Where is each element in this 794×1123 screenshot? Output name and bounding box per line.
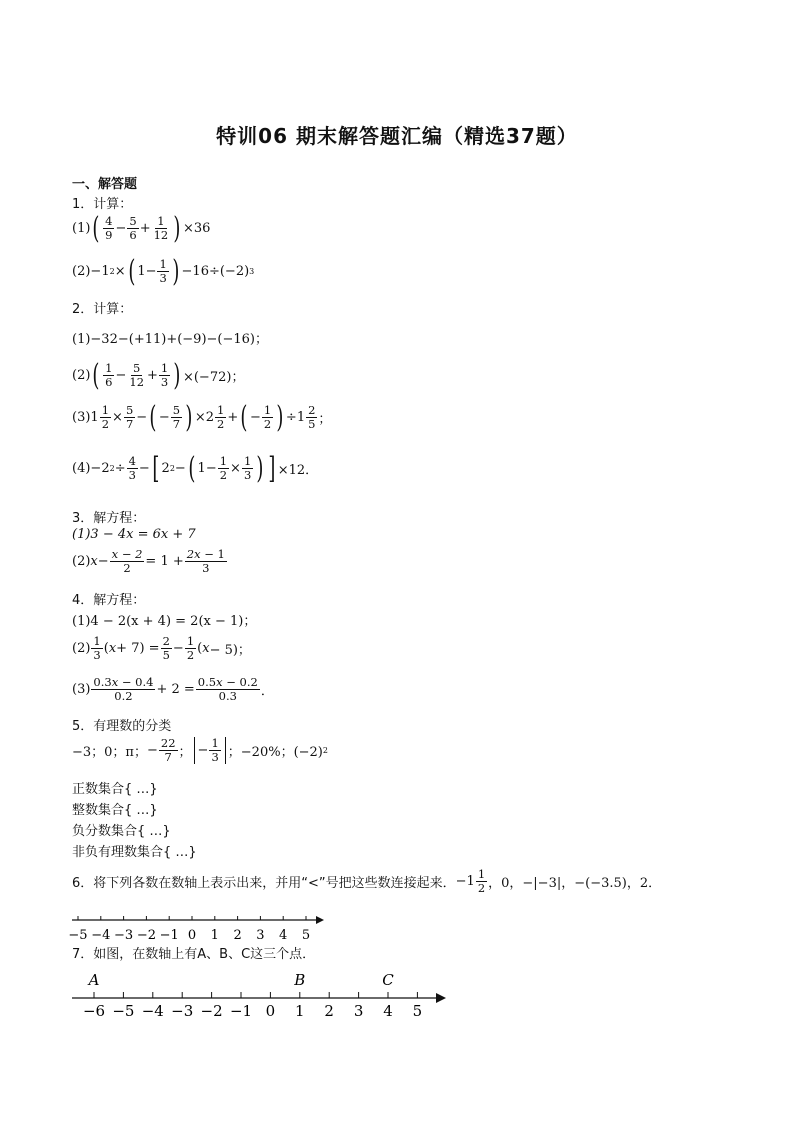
q1-part1: (1) ( $\frac{4}{9}$ − $\frac{5}{6}$ + $\frac{1}{12}$ ) ×36: [72, 210, 211, 246]
q5-numbers: −3；0；π； − $\frac{22}{7}$ ； − $\frac{1}{3}$ ；−20%；(−2) 2: [72, 736, 328, 764]
q2-part4: (4) −2 2 ÷ $\frac{4}{3}$ − [ 2 2 − ( 1− $\frac{1}{2}$ × $\frac{1}{3}$ ) ] ×12．: [72, 450, 319, 486]
nonnegative-set: 非负有理数集合{ …}: [72, 845, 197, 860]
q4-part2: (2) $\frac{1}{3}$ ( x + 7) = $\frac{2}{5}$ − $\frac{1}{2}$ ( x − 5)；: [72, 634, 251, 662]
q6-tick-label: −5: [68, 928, 88, 943]
q2-part3: (3) 1 $\frac{1}{2}$ × $\frac{5}{7}$ − ( − $\frac{5}{7}$ ) ×2 $\frac{1}{2}$ + ( − $\frac{1}{2}$ ) ÷1 $\frac{2}{5}$ ；: [72, 399, 332, 435]
negative-fraction-set: 负分数集合{ …}: [72, 824, 171, 839]
q2-part2: (2) ( $\frac{1}{6}$ − $\frac{5}{12}$ + $\frac{1}{3}$ ) ×(−72)；: [72, 357, 245, 393]
q7-tick-label: −6: [82, 1002, 106, 1020]
integer-set: 整数集合{ …}: [72, 803, 158, 818]
q3-label: 3．解方程：: [72, 511, 146, 526]
q7-tick-label: 5: [412, 1002, 423, 1020]
q7-tick-label: −3: [171, 1002, 194, 1020]
q6-tick-label: −4: [91, 928, 111, 943]
q6-tick-label: 3: [256, 928, 265, 943]
q7-point-C: C: [382, 971, 394, 989]
q7-tick-label: 1: [295, 1002, 305, 1020]
q7-tick-label: −4: [141, 1002, 164, 1020]
q7-tick-label: 3: [353, 1002, 364, 1020]
q1-label: 1．计算：: [72, 197, 133, 212]
q6-tick-label: −1: [159, 928, 179, 943]
q4-part1: (1)4 − 2(x + 4) = 2(x − 1)；: [72, 614, 257, 629]
q7-tick-label: −2: [200, 1002, 223, 1020]
positive-set: 正数集合{ …}: [72, 782, 158, 797]
page-title: 特训06 期末解答题汇编（精选37题）: [216, 124, 578, 148]
q7-text: 7．如图，在数轴上有A、B、C这三个点．: [72, 947, 316, 962]
q7-point-A: A: [88, 971, 100, 989]
q7-tick-label: 2: [324, 1002, 334, 1020]
q5-label: 5．有理数的分类: [72, 719, 172, 734]
q6-tick-label: 2: [233, 928, 242, 943]
q6-number-line: [68, 908, 328, 948]
q6-tick-label: 5: [301, 928, 311, 943]
q1-part2: (2) −1 2 × ( 1− $\frac{1}{3}$ ) −16÷(−2) 3: [72, 253, 255, 289]
q6-tick-label: −2: [136, 928, 156, 943]
q7-tick-label: 4: [383, 1002, 393, 1020]
q7-tick-label: 0: [265, 1002, 276, 1020]
q3-part1: (1)3 − 4x = 6x + 7: [72, 527, 196, 542]
q3-part2: (2) x − $\frac{x - 2}{2}$ = 1 + $\frac{2x - 1}{3}$: [72, 547, 225, 575]
q2-part1: (1)−32−(+11)+(−9)−(−16)；: [72, 332, 268, 347]
q6-tick-label: 1: [210, 928, 219, 943]
q6-tick-label: 0: [187, 928, 197, 943]
q7-tick-label: −5: [112, 1002, 135, 1020]
q7-number-line: [68, 968, 458, 1024]
q2-label: 2．计算：: [72, 302, 133, 317]
q6-tick-label: −3: [114, 928, 134, 943]
q7-point-B: B: [294, 971, 306, 989]
section-heading: 一、解答题: [72, 177, 138, 192]
q7-tick-label: −1: [229, 1002, 253, 1020]
q6-text: 6．将下列各数在数轴上表示出来，并用“<”号把这些数连接起来． −1 $\frac{1}{2}$ ，0，−|−3|，−(−3.5)，2．: [72, 867, 662, 895]
q4-label: 4．解方程：: [72, 593, 146, 608]
q4-part3: (3) $\frac{0.3x - 0.4}{0.2}$ + 2 = $\frac{0.5x - 0.2}{0.3}$ ．: [72, 675, 274, 703]
q6-tick-label: 4: [279, 928, 288, 943]
